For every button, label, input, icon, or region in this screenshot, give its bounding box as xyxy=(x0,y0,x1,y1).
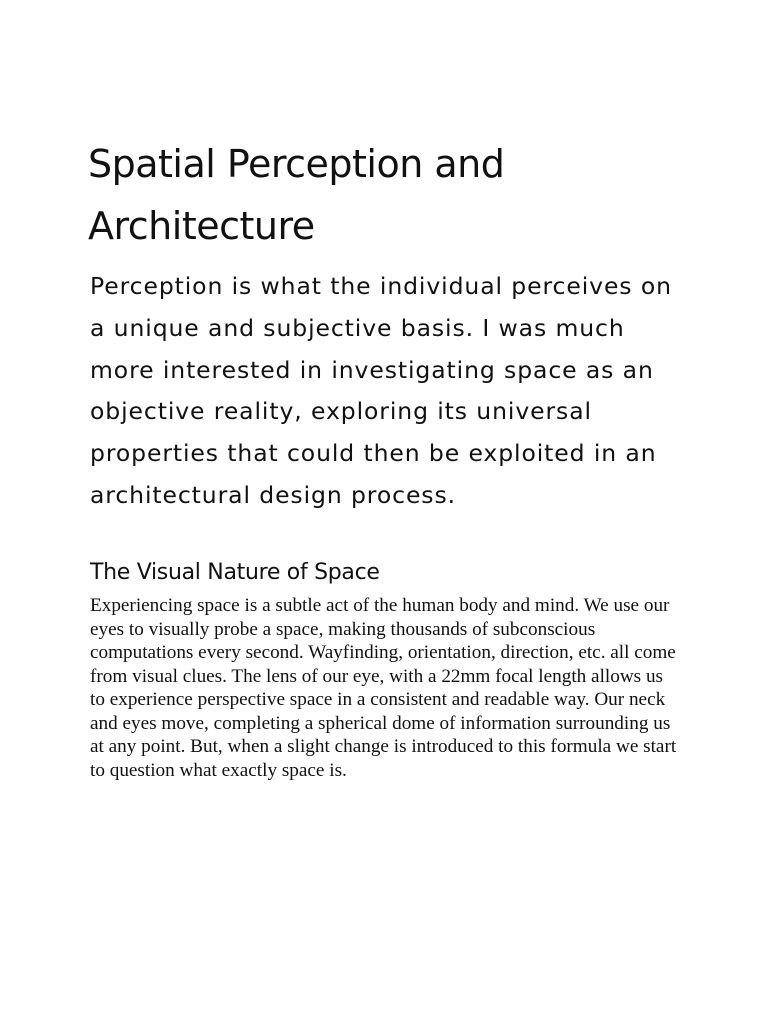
intro-paragraph: Perception is what the individual perceives on a unique and subjective basis. I was much more interested in investigating space as an objective reality, exploring its universal properties that could then be exploited in an architectural design process. xyxy=(90,272,672,509)
section-heading: The Visual Nature of Space xyxy=(90,560,380,585)
page-title: Spatial Perception and Architecture xyxy=(88,142,505,248)
section-body-paragraph: Experiencing space is a subtle act of the human body and mind. We use our eyes to visually probe a space, making thousands of subconscious computations every second. Wayfinding, orientation, direction, etc. all come from visual clues. The lens of our eye, with a 22mm focal length allows us to experience perspective space in a consistent and readable way. Our neck and eyes move, completing a spherical dome of information surrounding us at any point. But, when a slight change is introduced to this formula we start to question what exactly space is. xyxy=(90,595,677,781)
